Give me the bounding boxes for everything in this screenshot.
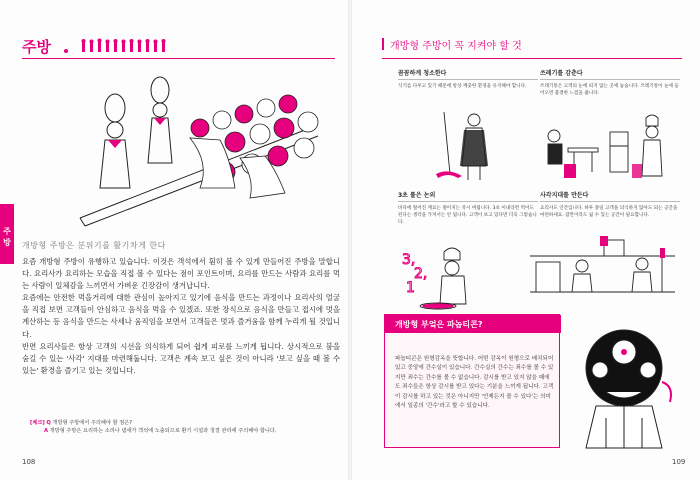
- body-paragraph: 요즘 개방형 주방이 유행하고 있습니다. 이것은 객석에서 훤히 볼 수 있게 만들어진 주방을 말합니다. 요리사가 요리하는 모습을 직접 볼 수 있다는 점이 포인트이며, 요리를 만드는 사람과 요리를 먹는 사람이 일체감을 느끼면서 가벼운 긴장감이 생겨납니다.: [22, 257, 340, 291]
- mop-chef-illustration: [430, 108, 500, 182]
- tip-rule: [398, 201, 538, 202]
- header-people-strip-icon: [80, 38, 170, 52]
- tip-body: 바닥에 떨어진 재료는 떨어지는 즉시 버립니다. 3초 이내라면 먹어도 된다는 생각을 가져서는 안 됩니다. 고객이 보고 있다면 더욱 그렇습니다.: [398, 206, 537, 225]
- svg-text:2,: 2,: [414, 266, 428, 282]
- section-subtitle: 개방형 주방은 분위기를 활기차게 한다: [22, 241, 166, 250]
- tip-title: 꼼꼼하게 청소한다: [398, 70, 447, 77]
- qa-tag: [체크]: [30, 420, 45, 426]
- page-number-right: 109: [672, 458, 686, 466]
- qa-answer-mark: A: [44, 428, 49, 434]
- box-title: 개방형 부엌은 파놉티콘?: [395, 320, 483, 329]
- page-title: 주방: [22, 38, 51, 56]
- title-bar: [382, 38, 384, 50]
- gutter: [348, 0, 352, 480]
- qa-answer-line: [30, 427, 330, 435]
- tip-trash: [540, 68, 680, 97]
- panopticon-box: [384, 314, 560, 448]
- svg-text:1: 1: [406, 280, 415, 296]
- dropped-bread-illustration: [400, 244, 510, 312]
- body-paragraph: 반면 요리사들은 항상 고객의 시선을 의식하게 되어 쉽게 피로를 느끼게 됩니다. 상시적으로 붐을 숨길 수 있는 '사각' 지대를 마련해둡니다. 고객은 계속 보고 싶은 것이 아니라 '보고 싶을 때 볼 수 있는' 환경을 즐기고 있는 것입니다.: [22, 341, 340, 375]
- page-number-left: 108: [22, 458, 36, 466]
- qa-question-mark: Q: [46, 420, 51, 426]
- section-tab: [0, 204, 14, 264]
- qa-note: [30, 419, 330, 435]
- right-header-rule: [382, 58, 682, 59]
- title-dot: [64, 49, 68, 53]
- body-paragraph: 요즘에는 안전한 먹을거리에 대한 관심이 높아지고 있기에 음식을 만드는 과정이나 요리사의 얼굴을 직접 보면 고객들이 안심하고 음식을 먹을 수 있겠죠. 또한 장식으로 음식을 만들고 접시에 멋을 계산하는 등 음식을 만드는 사세나 움직임을 보면서 고객들은 멋과 즐거움을 함께 누리게 될 것입니다.: [22, 293, 340, 339]
- tip-rule: [540, 201, 680, 202]
- open-kitchen-illustration: [60, 68, 330, 228]
- box-header: [385, 315, 561, 333]
- dining-trash-illustration: [540, 112, 670, 184]
- tip-clean: [398, 68, 538, 90]
- tip-body: 요리사도 인간입니다. 하루 종일 고객을 의식하지 않아도 되는 공간을 마련하세요. 잠깐이라도 쉴 수 있는 공간이 필요합니다.: [540, 206, 678, 218]
- box-body: 파놉티콘은 원형감옥을 뜻합니다. 어떤 감옥이 원형으로 배치되어 있고 중앙에 간수실이 있습니다. 간수실의 간수는 죄수를 볼 수 있지만 죄수는 간수를 볼 수 없습니다. 감시를 받고 있지 않을 때에도 죄수들은 항상 감시를 받고 있다는 기분을 느끼게 됩니다. 고객이 감시를 하고 있는 것은 아니지만 '언제든지 볼 수 있다'는 의미에서 일종의 '간수'라고 할 수 있습니다.: [395, 356, 554, 410]
- tip-title: 쓰레기를 감춘다: [540, 70, 583, 77]
- right-page-title: 개방형 주방이 꼭 지켜야 할 것: [390, 41, 522, 52]
- panopticon-chef-illustration: [566, 322, 686, 452]
- tip-blind-spot: [540, 190, 680, 219]
- kitchen-blind-spot-illustration: [530, 232, 675, 310]
- tip-three-second-rule: [398, 190, 538, 226]
- body-text: [22, 256, 340, 377]
- header-rule: [22, 58, 335, 59]
- qa-question: 개방형 주방에서 주의해야 할 점은?: [52, 420, 133, 426]
- tip-rule: [398, 79, 538, 80]
- section-tab-label: 주방: [3, 227, 11, 247]
- tip-rule: [540, 79, 680, 80]
- tip-body: 식기를 다루고 있기 때문에 항상 깨끗한 환경을 유지해야 합니다.: [398, 84, 527, 89]
- qa-answer: 개방형 주방은 요리하는 소리나 냄새가 객석에 노출되므로 환기 시설과 청결 관리에 주의해야 합니다.: [49, 428, 277, 434]
- tip-title: 사각지대를 만든다: [540, 192, 589, 199]
- qa-question-line: [30, 419, 330, 427]
- tip-title: 3초 룰은 논외: [398, 192, 436, 199]
- tip-body: 쓰레기통은 고객의 눈에 띄지 않는 곳에 놓습니다. 쓰레기통이 눈에 들어오면 불결한 느낌을 줍니다.: [540, 84, 679, 96]
- svg-text:3,: 3,: [402, 252, 416, 268]
